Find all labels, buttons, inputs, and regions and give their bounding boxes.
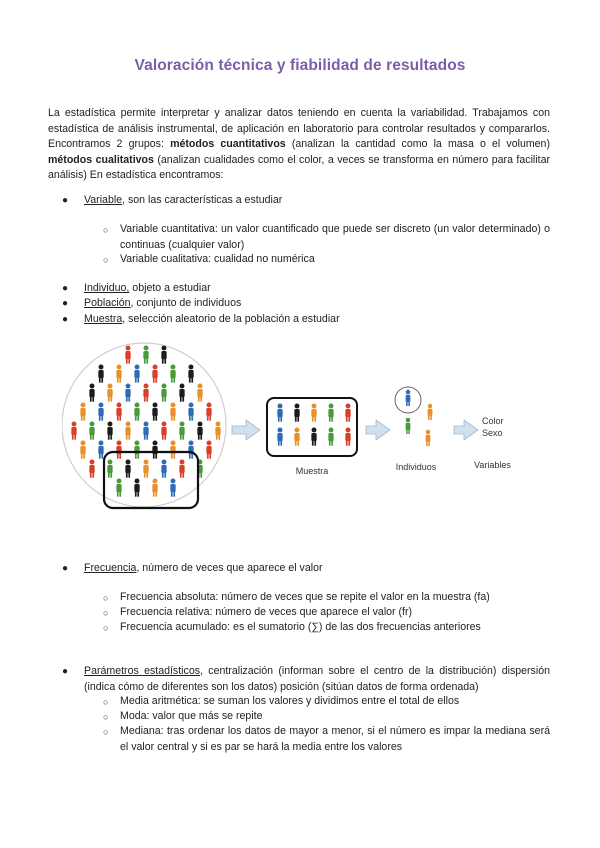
intro-bold-quantitative: métodos cuantitativos bbox=[170, 138, 286, 150]
sub-item-relativa: Frecuencia relativa: número de veces que aparece el valor (fr) bbox=[120, 606, 413, 618]
list-item-individuo bbox=[84, 281, 550, 297]
term-poblacion-desc: , conjunto de individuos bbox=[130, 297, 242, 309]
sub-item-cuantitativa: Variable cuantitativa: un valor cuantificado que puede ser discreto (un valor determinado) o continuas (cualquier valor) bbox=[120, 223, 550, 251]
person-icon bbox=[294, 404, 299, 422]
term-parametros: Parámetros estadísticos bbox=[84, 665, 201, 677]
circle-bullet-icon: ○ bbox=[103, 623, 109, 633]
bullet-icon: ● bbox=[62, 563, 69, 574]
sub-item-media: Media aritmética: se suman los valores y dividimos entre el total de ellos bbox=[120, 695, 460, 707]
bullet-icon: ● bbox=[62, 283, 69, 294]
circle-bullet-icon: ○ bbox=[103, 712, 109, 722]
sub-item-absoluta: Frecuencia absoluta: número de veces que se repite el valor en la muestra (fa) bbox=[120, 591, 490, 603]
person-icon bbox=[328, 428, 333, 446]
circle-bullet-icon: ○ bbox=[103, 225, 109, 235]
list-item-parametros bbox=[84, 664, 550, 695]
person-icon bbox=[328, 404, 333, 422]
sexo-label: Sexo bbox=[482, 428, 503, 438]
person-icon bbox=[345, 404, 350, 422]
list-item-poblacion bbox=[84, 296, 550, 312]
color-label: Color bbox=[482, 416, 504, 426]
arrow-icon bbox=[232, 420, 260, 440]
circle-bullet-icon: ○ bbox=[103, 255, 109, 265]
sub-item-acumulado: Frecuencia acumulado: es el sumatorio (∑) de las dos frecuencias anteriores bbox=[120, 621, 481, 633]
intro-paragraph bbox=[48, 106, 550, 184]
list-item-muestra bbox=[84, 312, 550, 328]
intro-bold-qualitative: métodos cualitativos bbox=[48, 153, 154, 166]
arrow-icon bbox=[454, 420, 478, 440]
list-item-frecuencia bbox=[84, 561, 550, 577]
person-icon bbox=[311, 428, 316, 446]
person-icon bbox=[426, 430, 431, 446]
bullet-icon: ● bbox=[62, 195, 69, 206]
sub-item-mediana: Mediana: tras ordenar los datos de mayor a menor, si el número es impar la mediana será el valor central y si es par se hará la media entre los valores bbox=[120, 725, 550, 753]
circle-bullet-icon: ○ bbox=[103, 697, 109, 707]
term-individuo: Individuo, bbox=[84, 282, 130, 294]
term-variable-desc: , son las características a estudiar bbox=[122, 194, 283, 206]
list-item-variable bbox=[84, 193, 550, 209]
person-icon bbox=[406, 390, 411, 406]
page-title: Valoración técnica y fiabilidad de resultados bbox=[134, 57, 466, 74]
term-frecuencia: Frecuencia bbox=[84, 562, 137, 574]
individual-people bbox=[406, 390, 433, 446]
bullet-icon: ● bbox=[62, 666, 69, 677]
bullet-icon: ● bbox=[62, 298, 69, 309]
muestra-label: Muestra bbox=[295, 466, 329, 476]
term-poblacion: Población bbox=[84, 297, 131, 309]
person-icon bbox=[294, 428, 299, 446]
sample-people bbox=[277, 404, 350, 446]
circle-bullet-icon: ○ bbox=[103, 727, 109, 737]
person-icon bbox=[277, 404, 282, 422]
circle-bullet-icon: ○ bbox=[103, 593, 109, 603]
term-variable: Variable bbox=[84, 194, 123, 206]
intro-text-3: (analizan cualidades como el color, a veces se transforma en número para facilitar análisis) En estadística encontramos: bbox=[48, 153, 550, 181]
individuos-label: Individuos bbox=[395, 462, 437, 472]
term-frecuencia-desc: , número de veces que aparece el valor bbox=[136, 562, 323, 574]
term-muestra-desc: , selección aleatorio de la población a estudiar bbox=[122, 313, 340, 325]
person-icon bbox=[406, 418, 411, 434]
person-icon bbox=[428, 404, 433, 420]
population-sample-figure bbox=[62, 340, 552, 510]
arrow-icon bbox=[366, 420, 390, 440]
intro-text-1: La estadística permite interpretar y analizar datos teniendo en cuenta la variabilidad. Trabajamos con estadística de análisis instrumental, de aplicación en laboratorio para controlar resultados y compararlos. Encontramos 2 grupos: bbox=[48, 107, 550, 150]
intro-text-2: (analizan la cantidad como la masa o el volumen) bbox=[285, 138, 550, 150]
person-icon bbox=[311, 404, 316, 422]
person-icon bbox=[277, 428, 282, 446]
bullet-icon: ● bbox=[62, 314, 69, 325]
term-muestra: Muestra bbox=[84, 313, 123, 325]
term-individuo-desc: objeto a estudiar bbox=[129, 282, 211, 294]
sub-item-moda: Moda: valor que más se repite bbox=[120, 710, 263, 722]
sub-item-cualitativa: Variable cualitativa: cualidad no numérica bbox=[120, 253, 315, 265]
term-parametros-desc: , centralización (informan sobre el centro de la distribución) dispersión (indica cómo de diferentes son los datos) posición (sitúan datos de forma ordenada) bbox=[84, 665, 550, 693]
variables-label: Variables bbox=[474, 460, 511, 470]
person-icon bbox=[345, 428, 350, 446]
circle-bullet-icon: ○ bbox=[103, 608, 109, 618]
